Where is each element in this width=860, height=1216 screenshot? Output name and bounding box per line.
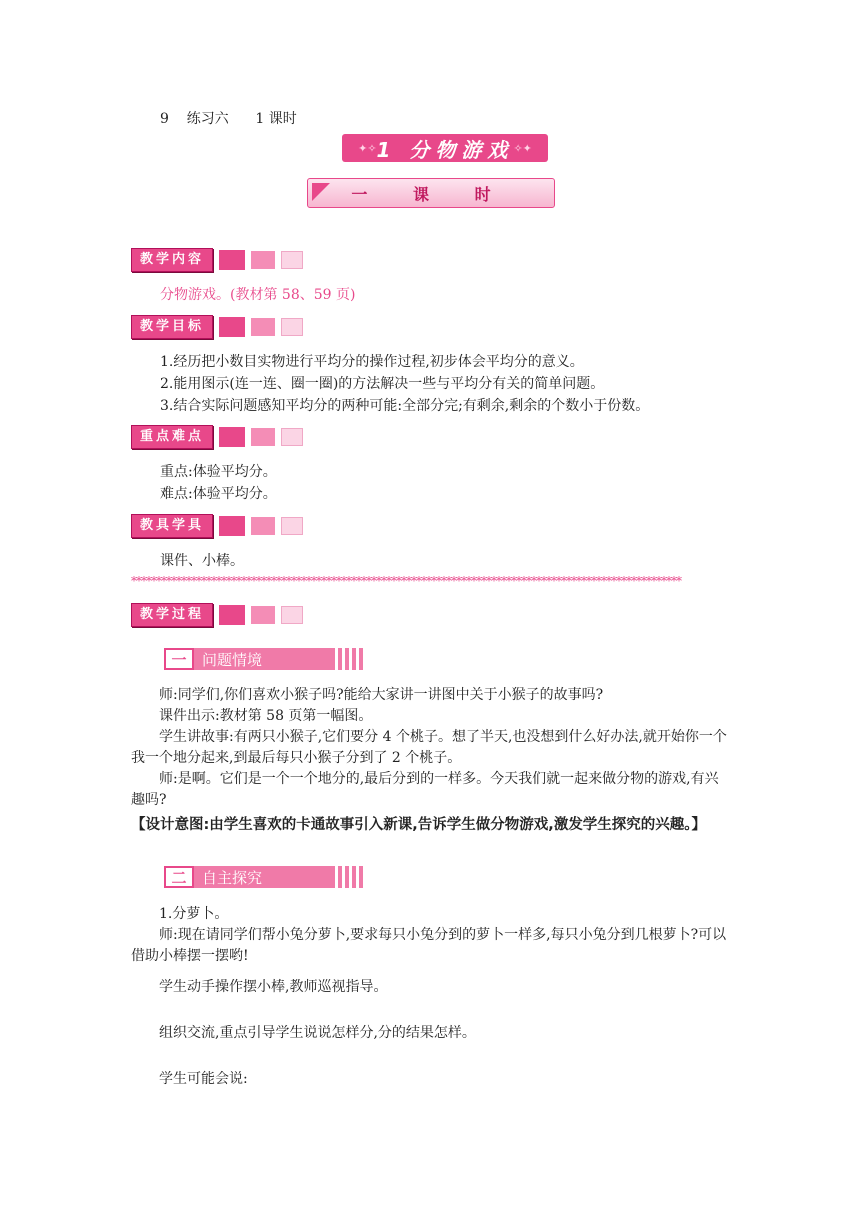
square-icon [281, 428, 303, 446]
goal-item: 2.能用图示(连一连、圈一圈)的方法解决一些与平均分有关的简单问题。 [160, 376, 605, 392]
section-heading-goals [131, 316, 303, 338]
tools-body: 课件、小棒。 [160, 553, 244, 569]
goal-item: 1.经历把小数目实物进行平均分的操作过程,初步体会平均分的意义。 [160, 354, 584, 370]
paragraph: 学生可能会说: [159, 1071, 248, 1087]
section-label: 教学过程 [131, 603, 213, 627]
section-label: 教学内容 [131, 248, 213, 272]
lesson-period-title: 一 课 时 [351, 184, 511, 204]
section-label: 教具学具 [131, 514, 213, 538]
design-intent: 【设计意图:由学生喜欢的卡通故事引入新课,告诉学生做分物游戏,激发学生探究的兴趣。】 [131, 817, 707, 833]
square-icon [219, 605, 245, 625]
paragraph: 师:是啊。它们是一个一个地分的,最后分到的一样多。今天我们就一起来做分物的游戏,有兴趣吗? [131, 771, 719, 808]
square-icon [251, 517, 275, 535]
section-heading-tools [131, 515, 303, 537]
square-icon [251, 251, 275, 269]
section-label: 重点难点 [131, 425, 213, 449]
subsection-heading-2 [164, 866, 364, 888]
page-header: 9 练习六 1 课时 [160, 111, 297, 127]
subsection-number: 二 [164, 866, 194, 888]
content-body: 分物游戏。(教材第 58、59 页) [160, 287, 356, 303]
square-icon [251, 318, 275, 336]
lesson-banner [342, 134, 548, 162]
star-divider: ************************************************************************************************************** [131, 574, 681, 588]
subsection-heading-1 [164, 648, 364, 670]
subsection-title: 自主探究 [194, 866, 335, 888]
star-icon: ✦✧ [358, 141, 377, 155]
section-label: 教学目标 [131, 315, 213, 339]
section-heading-process [131, 604, 303, 626]
banner-title: 1 分物游戏 [376, 137, 514, 162]
section-heading-key [131, 426, 303, 448]
lesson-period-bar [307, 178, 555, 208]
subsection-title: 问题情境 [194, 648, 335, 670]
paragraph: 1.分萝卜。 [159, 906, 229, 922]
square-icon [281, 606, 303, 624]
goal-item: 3.结合实际问题感知平均分的两种可能:全部分完;有剩余,剩余的个数小于份数。 [160, 398, 650, 414]
paragraph: 课件出示:教材第 58 页第一幅图。 [159, 708, 373, 724]
square-icon [219, 250, 245, 270]
paragraph: 师:现在请同学们帮小兔分萝卜,要求每只小兔分到的萝卜一样多,每只小兔分到几根萝卜?可以借助小棒摆一摆哟! [131, 927, 727, 964]
square-icon [281, 318, 303, 336]
stripes-decoration [335, 648, 364, 670]
square-icon [281, 251, 303, 269]
square-icon [219, 427, 245, 447]
square-icon [281, 517, 303, 535]
stripes-decoration [335, 866, 364, 888]
key-item: 难点:体验平均分。 [160, 486, 277, 502]
paragraph: 学生讲故事:有两只小猴子,它们要分 4 个桃子。想了半天,也没想到什么好办法,就开始你一个我一个地分起来,到最后每只小猴子分到了 2 个桃子。 [131, 729, 727, 766]
paragraph: 师:同学们,你们喜欢小猴子吗?能给大家讲一讲图中关于小猴子的故事吗? [159, 687, 604, 703]
square-icon [251, 606, 275, 624]
section-heading-content [131, 249, 303, 271]
key-item: 重点:体验平均分。 [160, 464, 277, 480]
square-icon [219, 516, 245, 536]
paragraph: 组织交流,重点引导学生说说怎样分,分的结果怎样。 [159, 1025, 476, 1041]
star-icon: ✧✦ [513, 141, 532, 155]
triangle-icon [312, 183, 330, 201]
subsection-number: 一 [164, 648, 194, 670]
paragraph: 学生动手操作摆小棒,教师巡视指导。 [159, 979, 388, 995]
square-icon [219, 317, 245, 337]
square-icon [251, 428, 275, 446]
